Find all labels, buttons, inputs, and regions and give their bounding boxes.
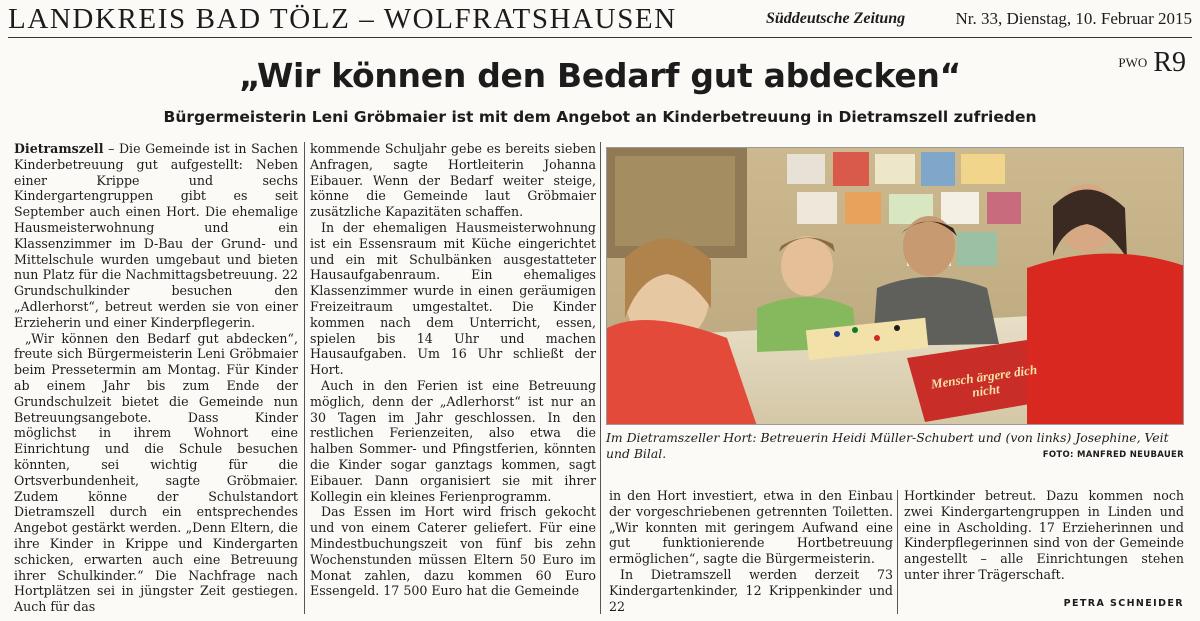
column-divider — [897, 490, 898, 614]
article-paragraph: „Wir können den Bedarf gut abdecken“, freute sich Bürgermeisterin Leni Gröbmaier beim Pressetermin am Montag. Für Kinder ab einem Jahr bis zum Ende der Grundschulzeit bietet die Gemeinde nun Betreuungsangebote. Dass Kinder möglichst in ihrem Wohnort eine Einrichtung und die Schule besuchen könnten, sei wichtig für die Ortsverbundenheit, sagte Gröbmaier. Zudem könne der Schulstandort Dietramszell durch ein entsprechendes Angebot gestärkt werden. „Denn Eltern, die ihre Kinder in Krippe und Kindergarten schicken, erwarten auch eine Betreuung ihrer Schulkinder.“ Die Nachfrage nach Hortplätzen sei in jüngster Zeit gestiegen. Auch für das — [14, 330, 298, 615]
subheadline: Bürgermeisterin Leni Gröbmaier ist mit dem Angebot an Kinderbetreuung in Dietramszell zufrieden — [163, 108, 1037, 126]
classroom-photo-illustration — [607, 148, 1184, 425]
newspaper-logo: Süddeutsche Zeitung — [766, 10, 906, 27]
article-column-2 — [310, 141, 596, 599]
page-number: R9 — [1153, 47, 1186, 78]
article-paragraph: In der ehemaligen Hausmeisterwohnung ist ein Essensraum mit Küche eingerichtet und ein mit Schulbänken ausgestatteter Hausaufgabenraum. Ein ehemaliges Klassenzimmer wurde in einen geräumigen Freizeitraum umgestaltet. Die Kinder kommen nach dem Unterricht, essen, spielen bis 14 Uhr und machen Hausaufgaben. Um 16 Uhr schließt der Hort. — [310, 219, 596, 378]
headline: „Wir können den Bedarf gut abdecken“ — [239, 56, 961, 95]
photo-credit: FOTO: MANFRED NEUBAUER — [1042, 450, 1184, 460]
section-title: LANDKREIS BAD TÖLZ – WOLFRATSHAUSEN — [8, 3, 677, 35]
author-byline: PETRA SCHNEIDER — [1063, 598, 1184, 609]
column-divider — [304, 142, 305, 614]
article-paragraph: Hortkinder betreut. Dazu kommen noch zwei Kindergartengruppen in Linden und eine in Ascholding. 17 Erzieherinnen und Kinderpflegerinnen sind von der Gemeinde angestellt – alle Einrichtungen stehen unter ihrer Trägerschaft. — [904, 488, 1184, 582]
article-paragraph: Dietramszell – Die Gemeinde ist in Sachen Kinderbetreuung gut aufgestellt: Neben einer Krippe und sechs Kindergartengruppen gibt es seit September auch einen Hort. Die ehemalige Hausmeisterwohnung und ein Klassenzimmer im D-Bau der Grund- und Mittelschule wurden umgebaut und bieten nun Platz für die Nachmittagsbetreuung. 22 Grundschulkinder besuchen den „Adlerhorst“, betreut werden sie von einer Erzieherin und einer Kinderpflegerin. — [14, 141, 298, 330]
article-paragraph: in den Hort investiert, etwa in den Einbau der vorgeschriebenen getrennten Toiletten. „Wir konnten mit geringem Aufwand eine gut funktionierende Hortbetreuung ermöglichen“, sagte die Bürgermeisterin. — [609, 488, 893, 567]
article-paragraph: Auch in den Ferien ist eine Betreuung möglich, denn der „Adlerhorst“ ist nur an 30 Tagen im Jahr geschlossen. In den restlichen Ferienzeiten, also etwa die halben Sommer- und Pfingstferien, könnten die Kinder sogar ganztags kommen, sagt Eibauer. Dann organisiert sie mit ihrer Kollegin ein kleines Ferienprogramm. — [310, 377, 596, 504]
article-paragraph: kommende Schuljahr gebe es bereits sieben Anfragen, sagte Hortleiterin Johanna Eibauer. Wenn der Bedarf weiter steige, könne die Gemeinde laut Gröbmaier zusätzliche Kapazitäten schaffen. — [310, 141, 596, 220]
article-paragraph: In Dietramszell werden derzeit 73 Kindergartenkinder, 12 Krippenkinder und 22 — [609, 566, 893, 614]
article-paragraph: Das Essen im Hort wird frisch gekocht und von einem Caterer geliefert. Für eine Mindestbuchungszeit von fünf bis zehn Wochenstunden müssen Eltern 50 Euro im Monat zahlen, dazu kommen 60 Euro Essengeld. 17 500 Euro hat die Gemeinde — [310, 504, 596, 599]
article-column-3 — [609, 488, 893, 614]
masthead-rule — [8, 37, 1192, 38]
column-divider — [600, 142, 601, 614]
article-column-1 — [14, 141, 298, 615]
dateline: Dietramszell — [14, 141, 104, 156]
masthead — [8, 2, 1192, 36]
game-box-label: Mensch ärgere dich nicht — [929, 361, 1038, 400]
edition-code: PWO — [1118, 55, 1148, 70]
photo-caption: Im Dietramszeller Hort: Betreuerin Heidi Müller-Schubert und (von links) Josephine, Veit und Bilal. — [606, 430, 1169, 461]
article-photo — [606, 147, 1184, 425]
article-column-4 — [904, 488, 1184, 583]
issue-info: Nr. 33, Dienstag, 10. Februar 2015 — [955, 9, 1192, 28]
